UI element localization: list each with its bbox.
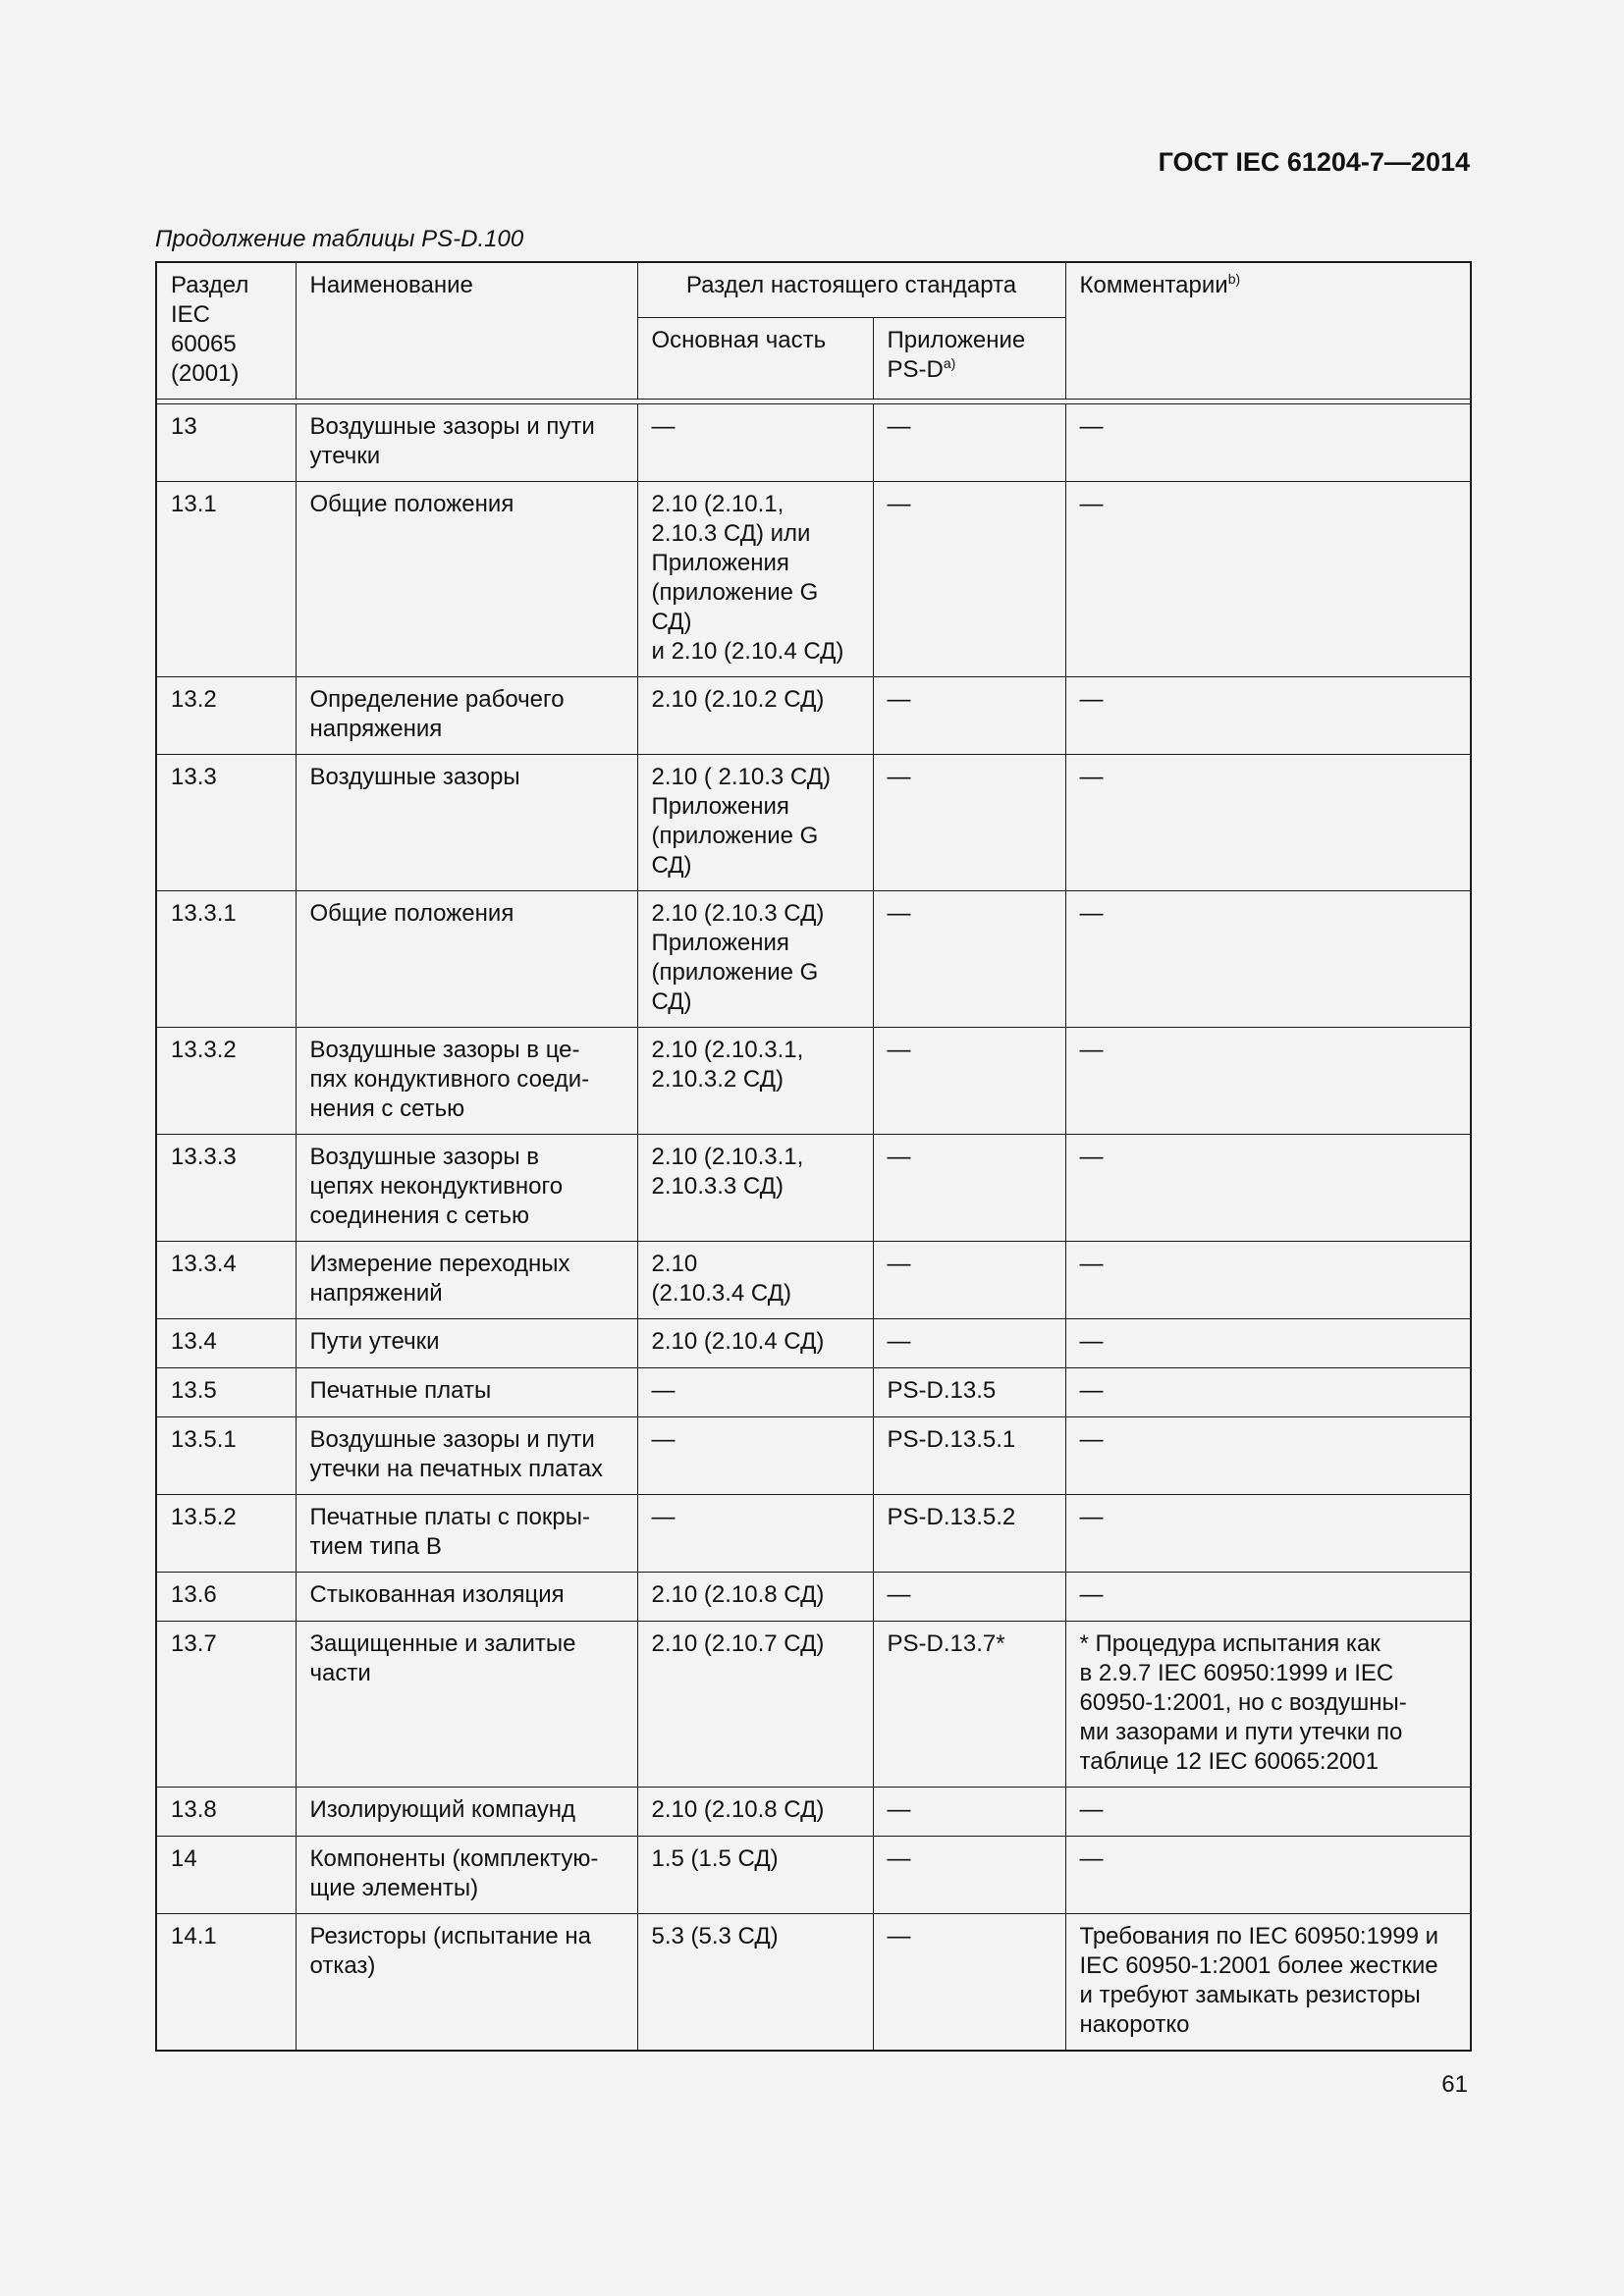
cell-annex: — bbox=[873, 1319, 1065, 1368]
cell-annex: PS-D.13.7* bbox=[873, 1622, 1065, 1788]
cell-annex: — bbox=[873, 404, 1065, 482]
col-header-name bbox=[296, 262, 637, 400]
col-header-main-part bbox=[637, 317, 873, 399]
cell-section: 13.5 bbox=[156, 1368, 296, 1417]
table-row bbox=[156, 1573, 1471, 1622]
cell-section: 13.3.4 bbox=[156, 1242, 296, 1319]
cell-annex: — bbox=[873, 1573, 1065, 1622]
cell-annex: — bbox=[873, 482, 1065, 677]
cell-name: Печатные платы с покры- тием типа В bbox=[296, 1495, 637, 1573]
cell-section: 13.7 bbox=[156, 1622, 296, 1788]
cell-comment: — bbox=[1065, 677, 1471, 755]
cell-name: Резисторы (испытание на отказ) bbox=[296, 1914, 637, 2052]
cell-name: Определение рабочего напряжения bbox=[296, 677, 637, 755]
cell-comment: — bbox=[1065, 1837, 1471, 1914]
col-this-standard-label: Раздел настоящего стандарта bbox=[685, 272, 1017, 298]
cell-comment: — bbox=[1065, 1028, 1471, 1135]
table-caption: Продолжение таблицы PS-D.100 bbox=[155, 226, 524, 252]
cell-annex: — bbox=[873, 1135, 1065, 1242]
cell-comment: — bbox=[1065, 1417, 1471, 1495]
cell-section: 14 bbox=[156, 1837, 296, 1914]
page-number: 61 bbox=[1441, 2071, 1468, 2098]
table-row bbox=[156, 482, 1471, 677]
cell-annex: PS-D.13.5 bbox=[873, 1368, 1065, 1417]
cell-section: 13.2 bbox=[156, 677, 296, 755]
table-row bbox=[156, 1788, 1471, 1837]
table-row bbox=[156, 1028, 1471, 1135]
cell-comment: — bbox=[1065, 1242, 1471, 1319]
cell-main: 2.10 (2.10.3 СД) Приложения (приложение G СД) bbox=[637, 891, 873, 1028]
cell-annex: PS-D.13.5.1 bbox=[873, 1417, 1065, 1495]
cell-main: 2.10 (2.10.8 СД) bbox=[637, 1788, 873, 1837]
cell-name: Изолирующий компаунд bbox=[296, 1788, 637, 1837]
col-name-label: Наименование bbox=[309, 272, 473, 298]
cell-annex: — bbox=[873, 1837, 1065, 1914]
cell-comment: — bbox=[1065, 404, 1471, 482]
cell-comment: — bbox=[1065, 1573, 1471, 1622]
table-header bbox=[156, 262, 1471, 404]
table-row bbox=[156, 891, 1471, 1028]
cell-comment: Требования по IEC 60950:1999 и IEC 60950-1:2001 более жесткие и требуют замыкать резисторы накоротко bbox=[1065, 1914, 1471, 2052]
cell-main: 2.10 (2.10.7 СД) bbox=[637, 1622, 873, 1788]
standard-title: ГОСТ IEC 61204-7—2014 bbox=[1158, 147, 1470, 177]
cell-section: 13.8 bbox=[156, 1788, 296, 1837]
cell-name: Общие положения bbox=[296, 891, 637, 1028]
cell-section: 13.5.2 bbox=[156, 1495, 296, 1573]
table-row bbox=[156, 404, 1471, 482]
table-row bbox=[156, 1495, 1471, 1573]
cell-name: Воздушные зазоры bbox=[296, 755, 637, 891]
cell-name: Воздушные зазоры и пути утечки bbox=[296, 404, 637, 482]
col-section-label: Раздел IEC 60065 (2001) bbox=[171, 272, 249, 387]
cell-main: 5.3 (5.3 СД) bbox=[637, 1914, 873, 2052]
cell-section: 13.3.3 bbox=[156, 1135, 296, 1242]
table-row bbox=[156, 1242, 1471, 1319]
cell-name: Измерение переходных напряжений bbox=[296, 1242, 637, 1319]
cell-annex: — bbox=[873, 1914, 1065, 2052]
cell-name: Воздушные зазоры в це- пях кондуктивного соеди- нения с сетью bbox=[296, 1028, 637, 1135]
cell-section: 14.1 bbox=[156, 1914, 296, 2052]
col-annex-label: Приложение PS-D bbox=[887, 326, 1026, 383]
cell-annex: — bbox=[873, 755, 1065, 891]
col-comments-label: Комментарии bbox=[1079, 272, 1228, 298]
col-header-annex bbox=[873, 317, 1065, 399]
cell-main: — bbox=[637, 1368, 873, 1417]
cell-main: 2.10 (2.10.3.4 СД) bbox=[637, 1242, 873, 1319]
cell-section: 13.6 bbox=[156, 1573, 296, 1622]
table-row bbox=[156, 1622, 1471, 1788]
cell-main: — bbox=[637, 404, 873, 482]
table-body bbox=[156, 404, 1471, 2052]
cell-name: Стыкованная изоляция bbox=[296, 1573, 637, 1622]
cell-name: Общие положения bbox=[296, 482, 637, 677]
cell-main: 2.10 (2.10.3.1, 2.10.3.2 СД) bbox=[637, 1028, 873, 1135]
cell-section: 13.5.1 bbox=[156, 1417, 296, 1495]
table-row bbox=[156, 677, 1471, 755]
cell-main: 2.10 (2.10.4 СД) bbox=[637, 1319, 873, 1368]
table-row bbox=[156, 1837, 1471, 1914]
cell-section: 13.4 bbox=[156, 1319, 296, 1368]
col-header-comments bbox=[1065, 262, 1471, 400]
cell-name: Воздушные зазоры и пути утечки на печатных платах bbox=[296, 1417, 637, 1495]
cell-annex: — bbox=[873, 1788, 1065, 1837]
cell-comment: * Процедура испытания как в 2.9.7 IEC 60950:1999 и IEC 60950-1:2001, но с воздушны- ми зазорами и пути утечки по таблице 12 IEC 60065:2001 bbox=[1065, 1622, 1471, 1788]
table-row bbox=[156, 1368, 1471, 1417]
table-row bbox=[156, 1417, 1471, 1495]
cell-comment: — bbox=[1065, 1319, 1471, 1368]
comments-footnote-mark: b) bbox=[1227, 271, 1241, 287]
cell-main: 2.10 (2.10.8 СД) bbox=[637, 1573, 873, 1622]
cell-main: — bbox=[637, 1417, 873, 1495]
cell-comment: — bbox=[1065, 1495, 1471, 1573]
cell-name: Печатные платы bbox=[296, 1368, 637, 1417]
cell-name: Пути утечки bbox=[296, 1319, 637, 1368]
cell-name: Защищенные и залитые части bbox=[296, 1622, 637, 1788]
cell-comment: — bbox=[1065, 1788, 1471, 1837]
cell-comment: — bbox=[1065, 1135, 1471, 1242]
cell-main: 2.10 (2.10.1, 2.10.3 СД) или Приложения (приложение G СД) и 2.10 (2.10.4 СД) bbox=[637, 482, 873, 677]
cell-comment: — bbox=[1065, 891, 1471, 1028]
cell-section: 13.3.2 bbox=[156, 1028, 296, 1135]
cell-name: Компоненты (комплектую- щие элементы) bbox=[296, 1837, 637, 1914]
table-row bbox=[156, 1914, 1471, 2052]
col-main-part-label: Основная часть bbox=[651, 326, 827, 353]
annex-footnote-mark: a) bbox=[943, 354, 956, 371]
cell-main: 1.5 (1.5 СД) bbox=[637, 1837, 873, 1914]
cell-annex: PS-D.13.5.2 bbox=[873, 1495, 1065, 1573]
cell-main: 2.10 (2.10.3.1, 2.10.3.3 СД) bbox=[637, 1135, 873, 1242]
cell-annex: — bbox=[873, 1242, 1065, 1319]
cell-comment: — bbox=[1065, 482, 1471, 677]
cell-annex: — bbox=[873, 891, 1065, 1028]
cell-main: 2.10 (2.10.2 СД) bbox=[637, 677, 873, 755]
cell-section: 13.3 bbox=[156, 755, 296, 891]
cell-name: Воздушные зазоры в цепях некондуктивного соединения с сетью bbox=[296, 1135, 637, 1242]
standards-table bbox=[155, 261, 1472, 2052]
cell-main: — bbox=[637, 1495, 873, 1573]
table-row bbox=[156, 755, 1471, 891]
cell-main: 2.10 ( 2.10.3 СД) Приложения (приложение G СД) bbox=[637, 755, 873, 891]
cell-comment: — bbox=[1065, 1368, 1471, 1417]
table-row bbox=[156, 1135, 1471, 1242]
cell-section: 13.1 bbox=[156, 482, 296, 677]
table-row bbox=[156, 1319, 1471, 1368]
col-header-this-standard bbox=[637, 262, 1065, 317]
cell-section: 13.3.1 bbox=[156, 891, 296, 1028]
col-header-section bbox=[156, 262, 296, 400]
cell-annex: — bbox=[873, 677, 1065, 755]
cell-section: 13 bbox=[156, 404, 296, 482]
cell-comment: — bbox=[1065, 755, 1471, 891]
cell-annex: — bbox=[873, 1028, 1065, 1135]
